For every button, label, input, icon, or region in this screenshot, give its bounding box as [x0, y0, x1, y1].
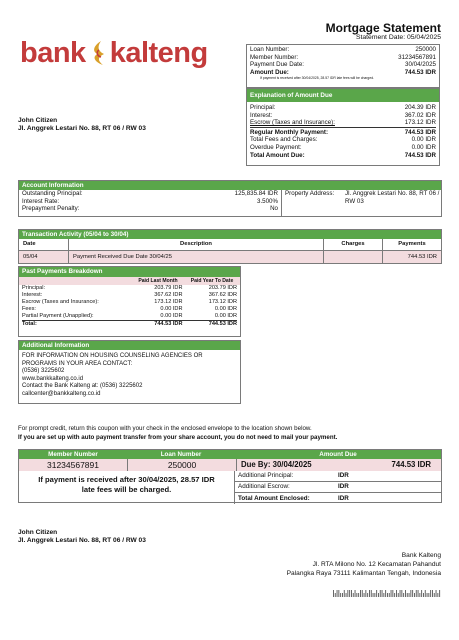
explanation-value: 0.00 IDR [411, 136, 436, 144]
barcode-bar [409, 593, 410, 597]
prepayment-penalty-label: Prepayment Penalty: [22, 205, 80, 213]
summary-box [246, 44, 440, 88]
barcode-bar [385, 590, 386, 597]
transaction-description: Payment Received Due Date 30/04/25 [69, 250, 324, 263]
explanation-row [250, 119, 436, 128]
explanation-label: Total Fees and Charges: [250, 136, 318, 144]
additional-content [19, 350, 240, 399]
barcode-bar [412, 590, 413, 597]
barcode-bar [416, 590, 417, 597]
transaction-box [18, 229, 442, 264]
transaction-table [19, 239, 441, 263]
late-fee-note: If payment is received after 30/04/2025, 28.57 IDR late fees will be charged. [260, 76, 375, 81]
coupon-loan-value: 250000 [128, 459, 237, 471]
amount-due-header: Amount Due [319, 451, 357, 458]
explanation-row [250, 112, 436, 120]
contact-info: Contact the Bank Kalteng at: (0536) 3225602 [22, 383, 143, 390]
transaction-charges [324, 250, 383, 263]
customer-address: Jl. Anggrek Lestari No. 88, RT 06 / RW 03 [18, 125, 146, 132]
logo-text-kalteng: kalteng [109, 36, 208, 69]
barcode-bar [374, 593, 375, 597]
barcode-bar [355, 590, 356, 597]
barcode-bar [436, 590, 437, 597]
additional-box [18, 340, 241, 404]
past-payment-row [22, 299, 237, 306]
explanation-label: Principal: [250, 104, 276, 111]
barcode-bar [398, 593, 399, 597]
loan-number-header: Loan Number [160, 451, 202, 458]
explanation-label: Total Amount Due: [250, 151, 305, 159]
barcode-bar [338, 590, 339, 597]
barcode-bar [344, 590, 345, 597]
col-header-date: Date [23, 241, 36, 248]
barcode-bar [360, 590, 361, 597]
outstanding-principal-label: Outstanding Principal: [22, 190, 83, 197]
explanation-value: 0.00 IDR [411, 143, 436, 151]
logo-emblem-icon [87, 38, 109, 68]
explanation-label: Regular Monthly Payment: [250, 128, 329, 136]
email-link[interactable]: callcenter@bankkalteng.co.id [22, 390, 101, 397]
member-number-value: 31234567891 [398, 53, 436, 61]
paid-ytd-value: 0.00 IDR [214, 306, 237, 312]
total-enclosed-label: Total Amount Enclosed: [238, 495, 310, 502]
explanation-row [250, 144, 436, 152]
barcode-bar [437, 593, 438, 597]
past-payments-rows [19, 285, 240, 328]
barcode-bar [340, 593, 341, 597]
transaction-payments: 744.53 IDR [383, 250, 442, 263]
account-values [19, 190, 281, 217]
explanation-rows [247, 102, 439, 159]
member-number-header: Member Number [48, 451, 98, 458]
coupon-entry-fields [235, 471, 441, 504]
barcode-bar [364, 593, 365, 597]
account-box [18, 180, 442, 217]
paid-ytd-value: 367.62 IDR [208, 292, 237, 298]
transaction-date: 05/04 [23, 253, 38, 260]
explanation-value: 744.53 IDR [404, 128, 436, 136]
additional-title: Additional Information [19, 341, 240, 350]
prepayment-penalty-value: No [270, 205, 278, 213]
barcode-bar [382, 590, 383, 597]
barcode-bar [369, 590, 370, 597]
barcode-bar [396, 590, 397, 597]
barcode-bar [371, 590, 372, 597]
paid-ytd-value: 0.00 IDR [214, 313, 237, 319]
property-address-block [281, 190, 440, 217]
explanation-value: 744.53 IDR [404, 151, 436, 159]
explanation-label: Escrow (Taxes and Insurance): [250, 119, 335, 127]
mailing-name: John Citizen [18, 529, 58, 536]
barcode-bar [418, 590, 419, 597]
explanation-row [250, 129, 436, 137]
explanation-label: Overdue Payment: [250, 143, 302, 151]
due-date-value: 30/04/2025 [405, 61, 436, 69]
barcode-bar [365, 590, 366, 597]
account-title: Account Information [19, 181, 441, 190]
past-payment-label: Partial Payment (Unapplied): [22, 313, 94, 319]
past-payment-row [22, 306, 237, 313]
barcode-bar [403, 593, 404, 597]
past-payment-row [22, 285, 237, 292]
past-payment-label: Principal: [22, 285, 46, 291]
additional-escrow-input[interactable]: IDR [338, 483, 349, 490]
barcode-bar [428, 593, 429, 597]
barcode-bar [405, 590, 406, 597]
col-header-last-month: Paid Last Month [138, 278, 178, 284]
barcode-bar [387, 593, 388, 597]
coupon-due-label: Due By: 30/04/2025 [241, 460, 312, 469]
col-header-payments: Payments [383, 239, 442, 250]
mailing-address: Jl. Anggrek Lestari No. 88, RT 06 / RW 03 [18, 537, 146, 544]
past-payment-label: Escrow (Taxes and Insurance): [22, 299, 99, 305]
remit-line-2: Palangka Raya 73111 Kalimantan Tengah, Indonesia [286, 570, 441, 577]
barcode-bar [337, 590, 338, 597]
barcode-bar [358, 593, 359, 597]
barcode-bar [432, 590, 433, 597]
amount-due-label: Amount Due: [250, 68, 289, 76]
barcode-bar [333, 590, 334, 597]
paid-ytd-value: 173.12 IDR [208, 299, 237, 305]
due-date-label: Payment Due Date: [250, 61, 304, 69]
statement-date: Statement Date: 05/04/2025 [355, 34, 441, 41]
coupon-header [19, 450, 441, 459]
barcode-bar [353, 593, 354, 597]
bank-logo [20, 36, 208, 70]
barcode-bar [394, 593, 395, 597]
customer-name: John Citizen [18, 117, 58, 124]
loan-number-value: 250000 [415, 46, 436, 53]
explanation-row [250, 104, 436, 112]
paid-last-month-value: 173.12 IDR [154, 299, 183, 305]
barcode-bar [392, 590, 393, 597]
barcode-bar [391, 590, 392, 597]
barcode-bar [400, 590, 401, 597]
statement-title: Mortgage Statement [325, 21, 441, 35]
barcode-bar [427, 593, 428, 597]
table-row [19, 250, 441, 263]
past-payments-box [18, 266, 241, 337]
remit-line-1: Jl. RTA Milono No. 12 Kecamatan Pahandut [312, 561, 441, 568]
past-payment-label: Interest: [22, 292, 43, 298]
past-payment-label: Total: [22, 321, 37, 327]
member-number-label: Member Number: [250, 53, 299, 61]
barcode-bar [407, 593, 408, 597]
barcode-bar [439, 590, 440, 597]
col-header-description: Description [69, 239, 324, 250]
barcode-bar [347, 590, 348, 597]
barcode-bar [362, 590, 363, 597]
barcode-bar [423, 593, 424, 597]
explanation-value: 173.12 IDR [404, 119, 436, 127]
barcode-bar [410, 590, 411, 597]
interest-rate-value: 3.500% [257, 197, 278, 205]
barcode-bar [425, 590, 426, 597]
barcode-bar [356, 593, 357, 597]
barcode-bar [414, 593, 415, 597]
postal-barcode-icon [333, 584, 441, 591]
explanation-row [250, 152, 436, 160]
paid-last-month-value: 0.00 IDR [160, 306, 183, 312]
barcode-bar [367, 593, 368, 597]
interest-rate-label: Interest Rate: [22, 197, 60, 205]
explanation-box [246, 88, 440, 166]
coupon-bottom [19, 471, 441, 504]
transaction-title: Transaction Activity (05/04 to 30/04) [19, 230, 441, 239]
past-payment-label: Fees: [22, 306, 36, 312]
paid-ytd-value: 744.53 IDR [208, 321, 237, 327]
barcode-bar [346, 593, 347, 597]
additional-principal-label: Additional Principal: [238, 472, 294, 479]
past-payment-row [22, 313, 237, 320]
paid-last-month-value: 367.62 IDR [154, 292, 183, 298]
explanation-value: 367.02 IDR [404, 111, 436, 119]
barcode-bar [434, 593, 435, 597]
payment-coupon [18, 449, 442, 503]
past-payments-header [19, 277, 240, 285]
past-payment-row [22, 292, 237, 299]
barcode-bar [389, 593, 390, 597]
barcode-bar [419, 593, 420, 597]
explanation-value: 204.39 IDR [404, 104, 436, 111]
additional-principal-input[interactable]: IDR [338, 472, 349, 479]
explanation-title: Explanation of Amount Due [247, 89, 439, 102]
barcode-bar [430, 590, 431, 597]
logo-text-bank: bank [20, 36, 86, 69]
phone-number: (0536) 3225602 [22, 368, 65, 375]
explanation-label: Interest: [250, 111, 273, 119]
barcode-bar [351, 590, 352, 597]
additional-escrow-label: Additional Escrow: [238, 483, 290, 490]
barcode-bar [421, 590, 422, 597]
coupon-instruction-1: For prompt credit, return this coupon with your check in the enclosed envelope to the location shown below. [18, 425, 312, 432]
property-address-value: Jl. Anggrek Lestari No. 88, RT 06 / RW 03 [345, 190, 440, 205]
website-link[interactable]: www.bankkalteng.co.id [22, 375, 84, 382]
barcode-bar [378, 593, 379, 597]
barcode-bar [373, 593, 374, 597]
coupon-late-notice: If payment is received after 30/04/2025, 28.57 IDR late fees will be charged. [19, 471, 235, 504]
total-enclosed-input[interactable]: IDR [338, 495, 349, 502]
explanation-row [250, 136, 436, 144]
barcode-bar [401, 590, 402, 597]
barcode-bar [349, 590, 350, 597]
barcode-bar [380, 590, 381, 597]
remit-name: Bank Kalteng [401, 552, 441, 559]
paid-last-month-value: 0.00 IDR [160, 313, 183, 319]
barcode-bar [335, 593, 336, 597]
col-header-ytd: Paid Year To Date [190, 278, 234, 284]
coupon-member-value: 31234567891 [19, 459, 128, 471]
barcode-bar [376, 590, 377, 597]
coupon-instruction-2: If you are set up with auto payment transfer from your share account, you do not need to mail your payment. [18, 434, 338, 441]
paid-ytd-value: 203.79 IDR [208, 285, 237, 291]
property-address-label: Property Address: [285, 190, 335, 197]
coupon-values-row [19, 459, 441, 471]
counseling-info: FOR INFORMATION ON HOUSING COUNSELING AGENCIES OR PROGRAMS IN YOUR AREA CONTACT: [22, 353, 203, 367]
barcode-bar [342, 593, 343, 597]
paid-last-month-value: 744.53 IDR [154, 321, 183, 327]
amount-due-value: 744.53 IDR [404, 68, 436, 76]
paid-last-month-value: 203.79 IDR [154, 285, 183, 291]
loan-number-label: Loan Number: [250, 46, 290, 53]
outstanding-principal-value: 125,835.84 IDR [234, 190, 278, 197]
barcode-bar [383, 593, 384, 597]
past-payment-row [22, 320, 237, 328]
coupon-due-amount: 744.53 IDR [391, 460, 431, 469]
past-payments-title: Past Payments Breakdown [19, 267, 240, 277]
col-header-charges: Charges [324, 239, 383, 250]
